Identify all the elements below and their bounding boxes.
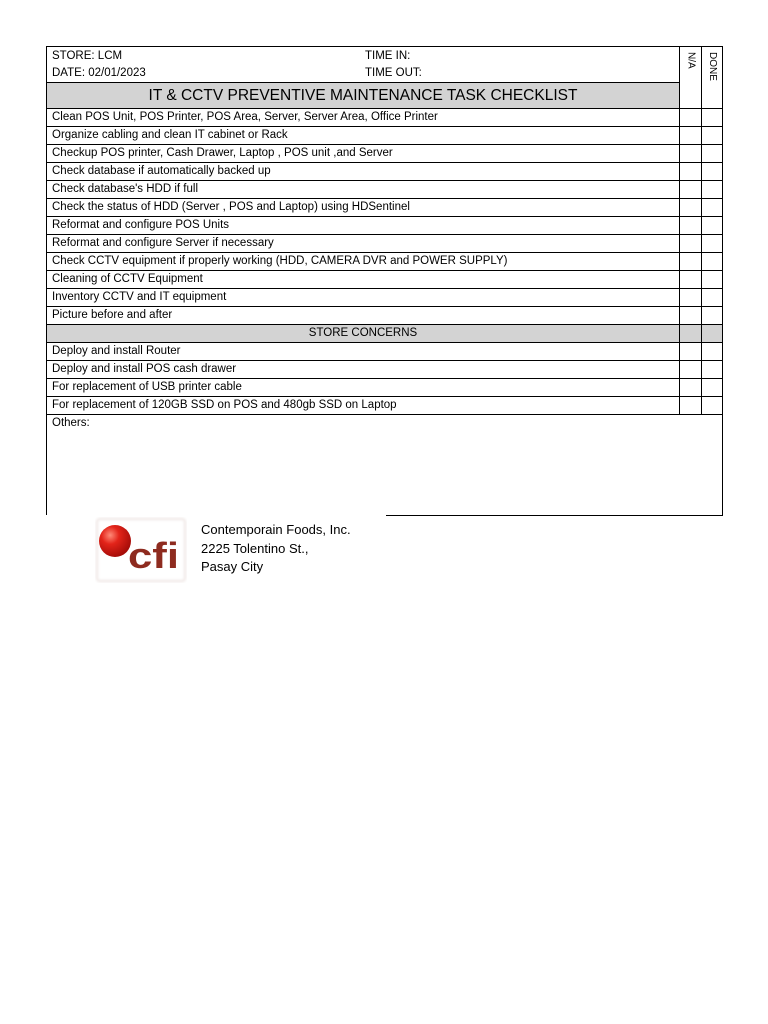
done-check-cell[interactable] [702,109,722,126]
done-check-cell[interactable] [702,307,722,324]
concern-row [47,361,722,379]
task-row [47,235,722,253]
concern-label: Deploy and install POS cash drawer [47,361,680,378]
task-row [47,127,722,145]
done-column-header [702,47,722,108]
task-row [47,307,722,325]
task-row [47,217,722,235]
store-field[interactable]: STORE: LCM [52,50,123,62]
na-check-cell[interactable] [680,307,702,324]
na-check-cell[interactable] [680,235,702,252]
done-column-label: DONE [707,52,718,81]
info-line-2 [52,65,679,82]
done-check-cell[interactable] [702,397,722,414]
logo-text: cfi [128,535,179,576]
task-row [47,199,722,217]
others-bottom-border [386,515,723,516]
done-check-cell[interactable] [702,289,722,306]
company-address-line-2: Pasay City [201,559,264,574]
na-check-cell[interactable] [680,127,702,144]
done-check-cell[interactable] [702,271,722,288]
na-check-cell[interactable] [680,253,702,270]
task-row [47,181,722,199]
company-name: Contemporain Foods, Inc. [201,522,351,537]
task-label: Check the status of HDD (Server , POS and Laptop) using HDSentinel [47,199,680,216]
company-address [201,521,351,577]
done-check-cell[interactable] [702,379,722,396]
na-check-cell[interactable] [680,343,702,360]
done-check-cell[interactable] [702,145,722,162]
na-check-cell[interactable] [680,217,702,234]
task-label: Check database if automatically backed up [47,163,680,180]
na-check-cell[interactable] [680,397,702,414]
task-row [47,109,722,127]
task-row [47,145,722,163]
na-column-label: N/A [685,52,697,69]
na-check-cell[interactable] [680,361,702,378]
others-notes-area[interactable] [47,415,722,515]
done-check-cell[interactable] [702,181,722,198]
na-check-cell[interactable] [680,379,702,396]
concern-label: For replacement of USB printer cable [47,379,680,396]
store-concerns-heading: STORE CONCERNS [47,325,680,342]
task-row [47,163,722,181]
na-check-cell[interactable] [680,145,702,162]
task-label: Inventory CCTV and IT equipment [47,289,680,306]
time-out-field[interactable]: TIME OUT: [365,67,422,79]
form-title: IT & CCTV PREVENTIVE MAINTENANCE TASK CHECKLIST [47,83,679,108]
done-check-cell[interactable] [702,361,722,378]
concern-label: For replacement of 120GB SSD on POS and 480gb SSD on Laptop [47,397,680,414]
na-column-header [680,47,702,108]
store-info [47,47,679,83]
done-check-cell[interactable] [702,199,722,216]
task-label: Reformat and configure POS Units [47,217,680,234]
checklist-form [46,46,723,515]
done-check-cell[interactable] [702,253,722,270]
done-check-cell[interactable] [702,343,722,360]
task-label: Clean POS Unit, POS Printer, POS Area, Server, Server Area, Office Printer [47,109,680,126]
task-label: Cleaning of CCTV Equipment [47,271,680,288]
task-row [47,289,722,307]
na-check-cell[interactable] [680,271,702,288]
company-address-line-1: 2225 Tolentino St., [201,540,309,556]
na-check-cell[interactable] [680,109,702,126]
date-field[interactable]: DATE: 02/01/2023 [52,67,146,79]
done-check-cell[interactable] [702,163,722,180]
company-logo [95,517,187,583]
task-label: Check database's HDD if full [47,181,680,198]
task-label: Checkup POS printer, Cash Drawer, Laptop , POS unit ,and Server [47,145,680,162]
time-in-field[interactable]: TIME IN: [365,50,411,62]
concern-row [47,379,722,397]
done-check-cell[interactable] [702,235,722,252]
others-label: Others: [52,417,90,429]
na-check-cell[interactable] [680,289,702,306]
section-fill-cell [702,325,722,342]
task-row [47,271,722,289]
done-check-cell[interactable] [702,127,722,144]
task-label: Organize cabling and clean IT cabinet or Rack [47,127,680,144]
logo-red-ball [99,525,131,557]
concern-row [47,397,722,415]
task-label: Picture before and after [47,307,680,324]
na-check-cell[interactable] [680,181,702,198]
concern-row [47,343,722,361]
task-label: Check CCTV equipment if properly working (HDD, CAMERA DVR and POWER SUPPLY) [47,253,680,270]
store-concerns-header-row [47,325,722,343]
header-left [47,47,680,108]
form-header [47,47,722,109]
na-check-cell[interactable] [680,199,702,216]
done-check-cell[interactable] [702,217,722,234]
section-fill-cell [680,325,702,342]
na-check-cell[interactable] [680,163,702,180]
task-label: Reformat and configure Server if necessary [47,235,680,252]
concern-label: Deploy and install Router [47,343,680,360]
task-row [47,253,722,271]
info-line-1 [52,48,679,65]
